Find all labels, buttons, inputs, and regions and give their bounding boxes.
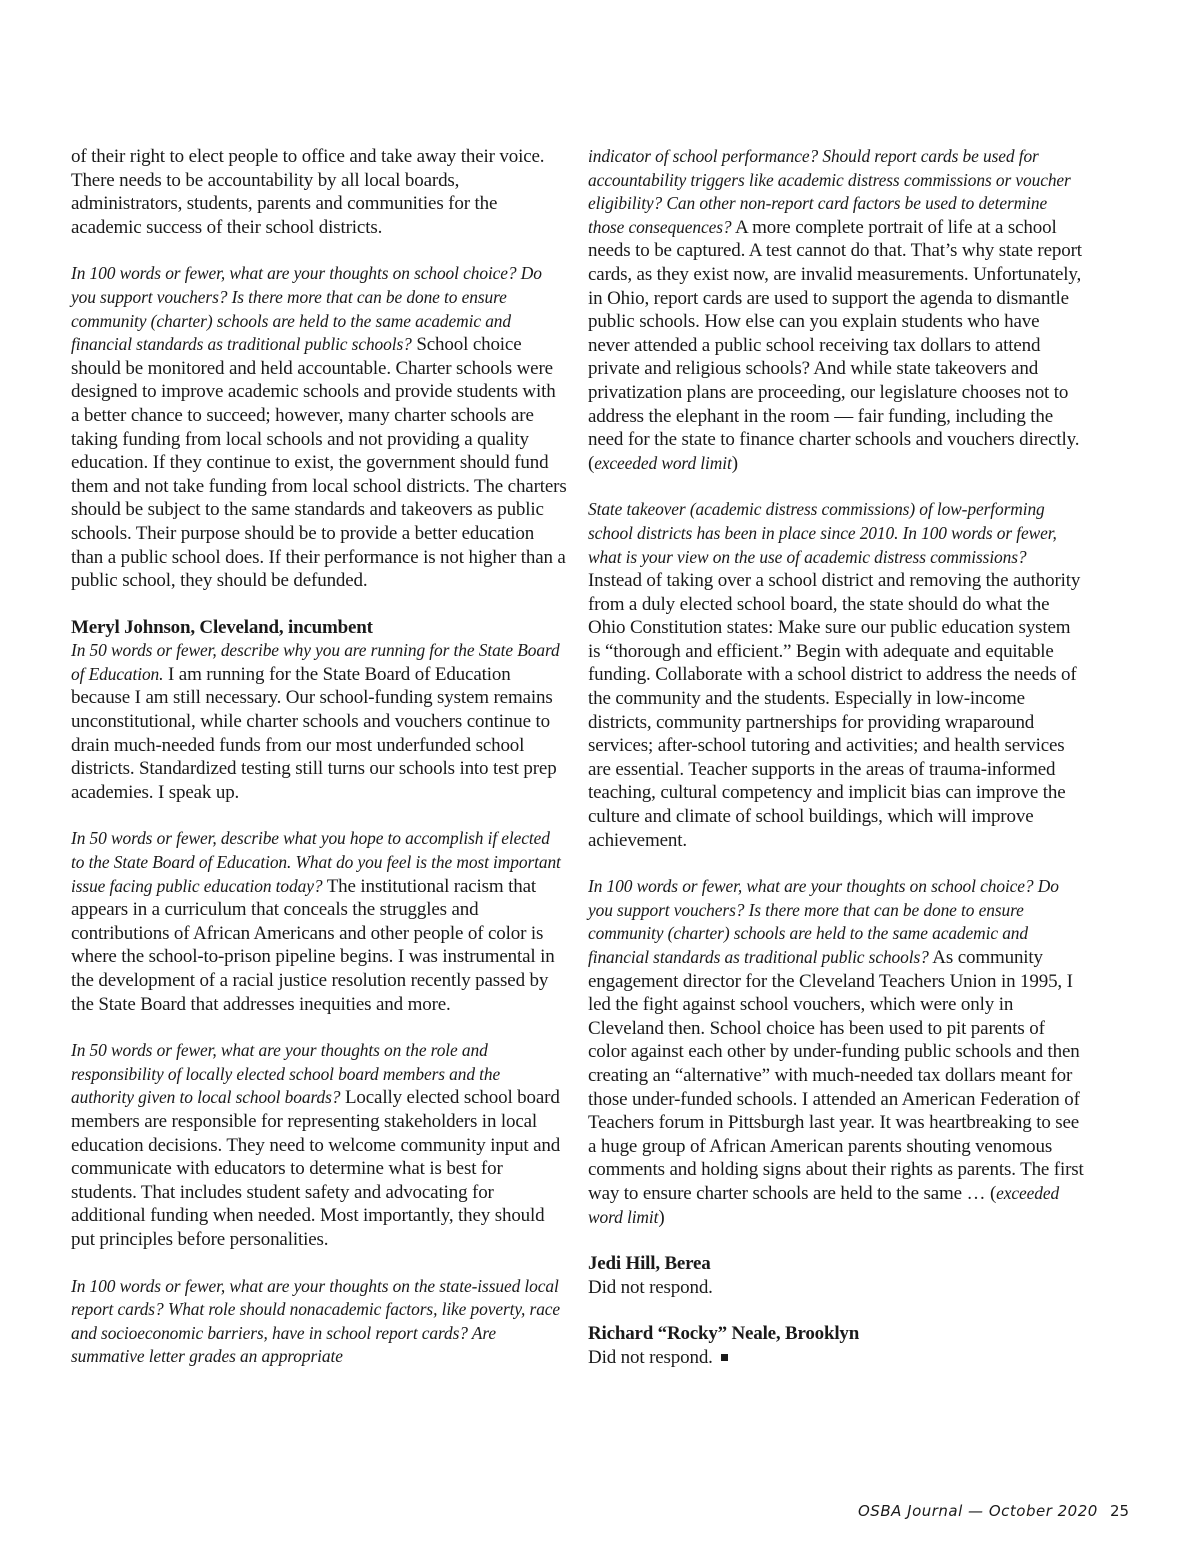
candidate-block <box>71 616 567 805</box>
takeover-qa <box>588 498 1084 852</box>
why-running-qa <box>71 639 567 804</box>
publication-name: OSBA Journal — October 2020 <box>858 1502 1098 1520</box>
report-cards-question-start <box>71 1275 567 1369</box>
question: In 50 words or fewer, describe why you are running for the State Board of Education. <box>71 640 560 684</box>
candidate-status: Did not respond. <box>588 1276 713 1298</box>
question: In 50 words or fewer, what are your thoughts on the role and responsibility of locally elected school board members and the authority given to local school boards? <box>71 1040 501 1108</box>
left-column <box>71 145 567 1392</box>
candidate-block <box>588 1252 1084 1299</box>
answer: Instead of taking over a school district and removing the authority from a duly elected school board, the state should do what the Ohio Constitution states: Make sure our public education system is “thorough and efficient.” Begin with adequate and equitable funding. Collaborate with a school district to address the needs of the community and the students. Especially in low-income districts, community partnerships for providing wraparound services; after-school tutoring and activities; and health services are essential. Teacher supports in the areas of trauma-informed teaching, cultural competency and implicit bias can improve the culture and climate of school buildings, which will improve achievement. <box>588 570 1081 851</box>
question: In 100 words or fewer, what are your thoughts on the state-issued local report cards? What role should nonacademic factors, like poverty, race and socioeconomic barriers, have in school report cards? Are summative letter grades an appropriate <box>71 1275 561 1367</box>
answer: A more complete portrait of life at a school needs to be captured. A test cannot do that. That’s why state report cards, as they exist now, are invalid measurements. Unfortunately, in Ohio, report cards are used to support the agenda to dismantle public schools. How else can you explain students who have never attended a public school receiving tax dollars to attend private and religious schools? And while state takeovers and privatization plans are proceeding, our legislature chooses not to address the elephant in the room — fair funding, including the need for the state to finance charter schools and vouchers directly. <box>588 216 1082 451</box>
right-column <box>588 145 1084 1393</box>
question: In 100 words or fewer, what are your thoughts on school choice? Do you support vouchers? Is there more that can be done to ensure community (charter) schools are held to the same academic and financial standards as traditional public schools? <box>71 263 542 355</box>
candidate-status-line <box>588 1346 1084 1370</box>
continuation-paragraph: of their right to elect people to office and take away their voice. There needs to be accountability by all local boards, administrators, students, parents and communities for the academic success of their school districts. <box>71 146 545 238</box>
local-boards-qa <box>71 1039 567 1251</box>
candidate-name: Jedi Hill, Berea <box>588 1253 711 1275</box>
word-limit-note: exceeded word limit <box>594 452 732 473</box>
question: indicator of school performance? Should report cards be used for accountability triggers like academic distress commissions or voucher eligibility? Can other non-report card factors be used to determine those consequences? <box>588 146 1071 237</box>
accomplish-qa <box>71 827 567 1016</box>
question: State takeover (academic distress commissions) of low-performing school districts has been in place since 2010. In 100 words or fewer, what is your view on the use of academic distress commissions? <box>588 499 1057 567</box>
report-cards-qa: indicator of school performance? Should report cards be used for accountability triggers like academic distress commissions or voucher eligibility? Can other non-report card factors be used to determine those consequences? A more complete portrait of life at a school needs to be captured. A test cannot do that. That’s why state report cards, as they exist now, are invalid measurements. Unfortunately, in Ohio, report cards are used to support the agenda to dismantle public schools. How else can you explain students who have never attended a public school receiving tax dollars to attend private and religious schools? And while state takeovers and privatization plans are proceeding, our legislature chooses not to address the elephant in the room — fair funding, including the need for the state to finance charter schools and vouchers directly. (exceeded word limit) <box>588 146 1082 474</box>
answer: Locally elected school board members are responsible for representing stakeholders in local education decisions. They need to welcome community input and communicate with educators to determine what is best for students. That includes student safety and advocating for additional funding when needed. Most importantly, they should put principles before personalities. <box>71 1087 561 1250</box>
page-number: 25 <box>1110 1502 1130 1520</box>
candidate-name: Meryl Johnson, Cleveland, incumbent <box>71 616 373 638</box>
candidate-status: Did not respond. <box>588 1346 713 1368</box>
question: In 50 words or fewer, describe what you hope to accomplish if elected to the State Board of Education. What do you feel is the most important issue facing public education today? <box>71 828 561 896</box>
answer: The institutional racism that appears in a curriculum that conceals the struggles and contributions of African Americans and other people of color is where the school-to-prison pipeline begins. I was instrumental in the development of a racial justice resolution recently passed by the State Board that addresses inequities and more. <box>71 875 555 1015</box>
end-of-article-square-icon <box>721 1354 728 1361</box>
candidate-block <box>588 1322 1084 1369</box>
question: In 100 words or fewer, what are your thoughts on school choice? Do you support vouchers? Is there more that can be done to ensure community (charter) schools are held to the same academic and financial standards as traditional public schools? <box>588 876 1059 967</box>
word-limit-note: exceeded word limit <box>588 1182 1060 1227</box>
answer: I am running for the State Board of Education because I am still necessary. Our school-funding system remains unconstitutional, while charter schools and vouchers continue to drain much-needed funds from our most underfunded school districts. Standardized testing still turns our schools into test prep academies. I speak up. <box>71 663 557 803</box>
answer: As community engagement director for the Cleveland Teachers Union in 1995, I led the fight against school vouchers, which were only in Cleveland then. School choice has been used to pit parents of color against each other by under-funding public schools and then creating an “alternative” with much-needed tax dollars meant for those under-funded schools. I attended an American Federation of Teachers forum in Pittsburgh last year. It was heartbreaking to see a huge group of African American parents shouting venomous comments and holding signs about their rights as parents. The first way to ensure charter schools are held to the same … <box>588 947 1084 1204</box>
answer: School choice should be monitored and held accountable. Charter schools were designed to improve academic schools and provide students with a better chance to succeed; however, many charter schools are taking funding from local schools and not providing a quality education. If they continue to exist, the government should fund them and not take funding from local school districts. The charters should be subject to the same standards and takeovers as public schools. Their purpose should be to provide a better education than a public school does. If their performance is not higher than a public school, they should be defunded. <box>71 334 567 592</box>
school-choice-qa <box>71 262 567 592</box>
candidate-name: Richard “Rocky” Neale, Brooklyn <box>588 1323 860 1345</box>
school-choice-qa: In 100 words or fewer, what are your thoughts on school choice? Do you support vouchers? Is there more that can be done to ensure community (charter) schools are held to the same academic and financial standards as traditional public schools? As community engagement director for the Cleveland Teachers Union in 1995, I led the fight against school vouchers, which were only in Cleveland then. School choice has been used to pit parents of color against each other by under-funding public schools and then creating an “alternative” with much-needed tax dollars meant for those under-funded schools. I attended an American Federation of Teachers forum in Pittsburgh last year. It was heartbreaking to see a huge group of African American parents shouting venomous comments and holding signs about their rights as parents. The first way to ensure charter schools are held to the same … (exceeded word limit) <box>588 876 1084 1228</box>
